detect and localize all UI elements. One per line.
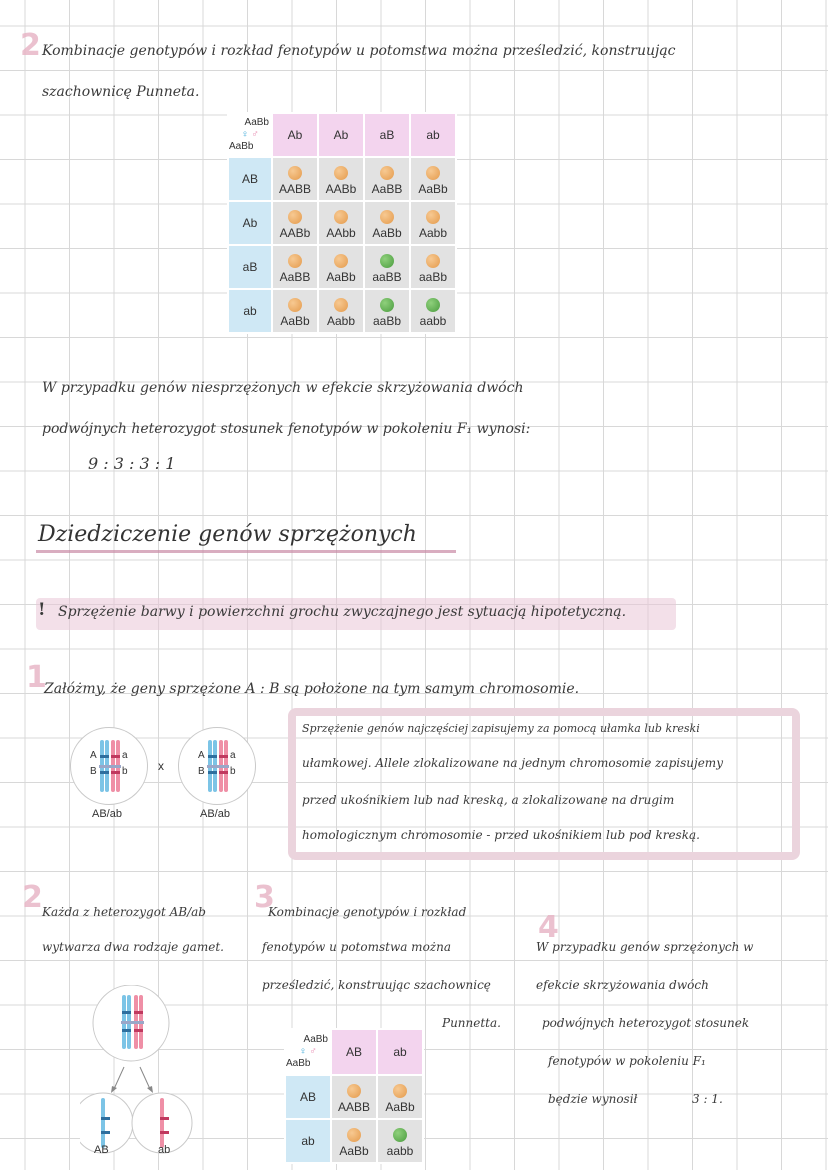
- punnett-square-dihybrid: [227, 112, 457, 334]
- offspring-genotype: AAbb: [326, 225, 356, 240]
- offspring-genotype: aaBB: [372, 269, 402, 284]
- cross-symbol: x: [158, 759, 164, 773]
- allele-label: B: [198, 766, 205, 777]
- yellow-pea-icon: [426, 210, 440, 224]
- yellow-pea-icon: [334, 254, 348, 268]
- intro-line-1: Kombinacje genotypów i rozkład fenotypów u potomstwa można prześledzić, konstruując: [42, 43, 676, 59]
- step3-line-4: Punnetta.: [442, 1016, 501, 1030]
- step-number-3: 3: [254, 880, 275, 915]
- gamete-row-header: ab: [285, 1119, 331, 1163]
- step-number-2-intro: 2: [20, 28, 41, 63]
- offspring-genotype: AaBb: [326, 269, 356, 284]
- allele-label: b: [122, 766, 128, 777]
- gamete-row-header: AB: [228, 157, 272, 201]
- ratio-value: 9 : 3 : 3 : 1: [88, 454, 176, 473]
- yellow-pea-icon: [393, 1084, 407, 1098]
- cell-circle-right: [178, 727, 256, 805]
- offspring-cell: [318, 245, 364, 289]
- offspring-cell: [318, 157, 364, 201]
- offspring-genotype: AABB: [337, 1099, 370, 1114]
- offspring-cell: [272, 201, 318, 245]
- offspring-cell: [331, 1075, 377, 1119]
- step3-line-2: fenotypów u potomstwa można: [262, 940, 451, 954]
- yellow-pea-icon: [288, 166, 302, 180]
- offspring-genotype: AABb: [325, 181, 357, 196]
- offspring-genotype: AaBb: [280, 313, 310, 328]
- offspring-cell: [331, 1119, 377, 1163]
- chromosome-pair-icon: [71, 728, 147, 804]
- green-pea-icon: [380, 298, 394, 312]
- offspring-genotype: AaBB: [371, 181, 403, 196]
- step3-line-3: prześledzić, konstruując szachownicę: [262, 978, 491, 992]
- gamete-row-header: ab: [228, 289, 272, 333]
- offspring-genotype: AaBb: [339, 1143, 369, 1158]
- gamete-row-header: Ab: [228, 201, 272, 245]
- yellow-pea-icon: [347, 1084, 361, 1098]
- step4-line-5: będzie wynosił: [548, 1092, 638, 1106]
- offspring-cell: [410, 289, 456, 333]
- step4-ratio: 3 : 1.: [692, 1092, 723, 1106]
- male-symbol-icon: ♂: [309, 1046, 317, 1057]
- offspring-genotype: aabb: [419, 313, 447, 328]
- intro-line-2: szachownicę Punneta.: [42, 84, 200, 100]
- gamete-formation-diagram: [80, 985, 220, 1160]
- offspring-cell: [318, 289, 364, 333]
- offspring-genotype: Aabb: [326, 313, 356, 328]
- offspring-cell: [272, 245, 318, 289]
- green-pea-icon: [426, 298, 440, 312]
- allele-label: A: [198, 750, 205, 761]
- info-line-1: Sprzężenie genów najczęściej zapisujemy za pomocą ułamka lub kreski: [302, 722, 700, 735]
- offspring-cell: [410, 157, 456, 201]
- gamete-header: Ab: [318, 113, 364, 157]
- yellow-pea-icon: [426, 166, 440, 180]
- offspring-genotype: aaBb: [372, 313, 402, 328]
- offspring-cell: [272, 289, 318, 333]
- section-title: Dziedziczenie genów sprzężonych: [38, 522, 417, 547]
- yellow-pea-icon: [380, 210, 394, 224]
- yellow-pea-icon: [288, 298, 302, 312]
- gamete-label-left: AB: [94, 1144, 109, 1156]
- yellow-pea-icon: [380, 166, 394, 180]
- offspring-genotype: AaBb: [372, 225, 402, 240]
- gamete-row-header: AB: [285, 1075, 331, 1119]
- yellow-pea-icon: [334, 166, 348, 180]
- assume-text: Załóżmy, że geny sprzężone A : B są położone na tym samym chromosomie.: [44, 681, 580, 697]
- allele-label: A: [90, 750, 97, 761]
- offspring-cell: [410, 245, 456, 289]
- step-number-2: 2: [22, 880, 43, 915]
- punnett-corner: [285, 1029, 331, 1075]
- allele-label: a: [122, 750, 128, 761]
- corner-top-genotype: AaBb: [303, 1034, 328, 1045]
- gamete-row-header: aB: [228, 245, 272, 289]
- yellow-pea-icon: [334, 298, 348, 312]
- gamete-header: ab: [410, 113, 456, 157]
- corner-bottom-genotype: AaBb: [229, 141, 254, 152]
- info-line-2: ułamkowej. Allele zlokalizowane na jednym chromosomie zapisujemy: [302, 756, 723, 770]
- offspring-genotype: Aabb: [418, 225, 448, 240]
- info-line-3: przed ukośnikiem lub nad kreską, a zlokalizowane na drugim: [302, 793, 675, 807]
- offspring-genotype: AaBb: [385, 1099, 415, 1114]
- gamete-label-right: ab: [158, 1144, 171, 1156]
- genotype-label-right: AB/ab: [200, 808, 230, 820]
- step2-line-2: wytwarza dwa rodzaje gamet.: [42, 940, 224, 954]
- offspring-genotype: aabb: [386, 1143, 414, 1158]
- offspring-genotype: AABB: [278, 181, 311, 196]
- green-pea-icon: [393, 1128, 407, 1142]
- offspring-cell: [364, 289, 410, 333]
- allele-label: b: [230, 766, 236, 777]
- allele-label: a: [230, 750, 236, 761]
- chromosome-pair-icon: [179, 728, 255, 804]
- step-number-1: 1: [26, 660, 47, 695]
- ratio-text-line-2: podwójnych heterozygot stosunek fenotypów w pokoleniu F₁ wynosi:: [42, 421, 531, 437]
- offspring-cell: [364, 245, 410, 289]
- gamete-header: Ab: [272, 113, 318, 157]
- genotype-label-left: AB/ab: [92, 808, 122, 820]
- offspring-genotype: AaBB: [279, 269, 311, 284]
- yellow-pea-icon: [288, 254, 302, 268]
- step3-line-1: Kombinacje genotypów i rozkład: [268, 905, 467, 919]
- step4-line-1: W przypadku genów sprzężonych w: [536, 940, 754, 954]
- allele-label: B: [90, 766, 97, 777]
- offspring-cell: [377, 1119, 423, 1163]
- step4-line-4: fenotypów w pokoleniu F₁: [548, 1054, 706, 1068]
- male-symbol-icon: ♂: [251, 129, 259, 140]
- offspring-cell: [410, 201, 456, 245]
- step2-line-1: Każda z heterozygot AB/ab: [42, 905, 206, 919]
- yellow-pea-icon: [334, 210, 348, 224]
- green-pea-icon: [380, 254, 394, 268]
- info-line-4: homologicznym chromosomie - przed ukośnikiem lub pod kreską.: [302, 828, 700, 842]
- female-symbol-icon: ♀: [241, 129, 249, 140]
- female-symbol-icon: ♀: [299, 1046, 307, 1057]
- offspring-cell: [318, 201, 364, 245]
- punnett-corner: [228, 113, 272, 157]
- gamete-header: ab: [377, 1029, 423, 1075]
- corner-bottom-genotype: AaBb: [286, 1058, 311, 1069]
- title-underline: [36, 550, 456, 553]
- gamete-header: AB: [331, 1029, 377, 1075]
- warning-icon: !: [38, 600, 46, 620]
- yellow-pea-icon: [426, 254, 440, 268]
- yellow-pea-icon: [288, 210, 302, 224]
- gamete-header: aB: [364, 113, 410, 157]
- step4-line-2: efekcie skrzyżowania dwóch: [536, 978, 709, 992]
- step4-line-3: podwójnych heterozygot stosunek: [542, 1016, 750, 1030]
- offspring-genotype: AABb: [279, 225, 311, 240]
- corner-top-genotype: AaBb: [244, 117, 269, 128]
- step-number-4: 4: [538, 910, 559, 945]
- yellow-pea-icon: [347, 1128, 361, 1142]
- offspring-genotype: AaBb: [418, 181, 448, 196]
- cell-circle-left: [70, 727, 148, 805]
- offspring-cell: [364, 201, 410, 245]
- punnett-square-linked: [284, 1028, 424, 1164]
- offspring-cell: [272, 157, 318, 201]
- offspring-genotype: aaBb: [418, 269, 448, 284]
- ratio-text-line-1: W przypadku genów niesprzężonych w efekcie skrzyżowania dwóch: [42, 380, 524, 396]
- note-text: Sprzężenie barwy i powierzchni grochu zwyczajnego jest sytuacją hipotetyczną.: [58, 604, 627, 620]
- offspring-cell: [377, 1075, 423, 1119]
- offspring-cell: [364, 157, 410, 201]
